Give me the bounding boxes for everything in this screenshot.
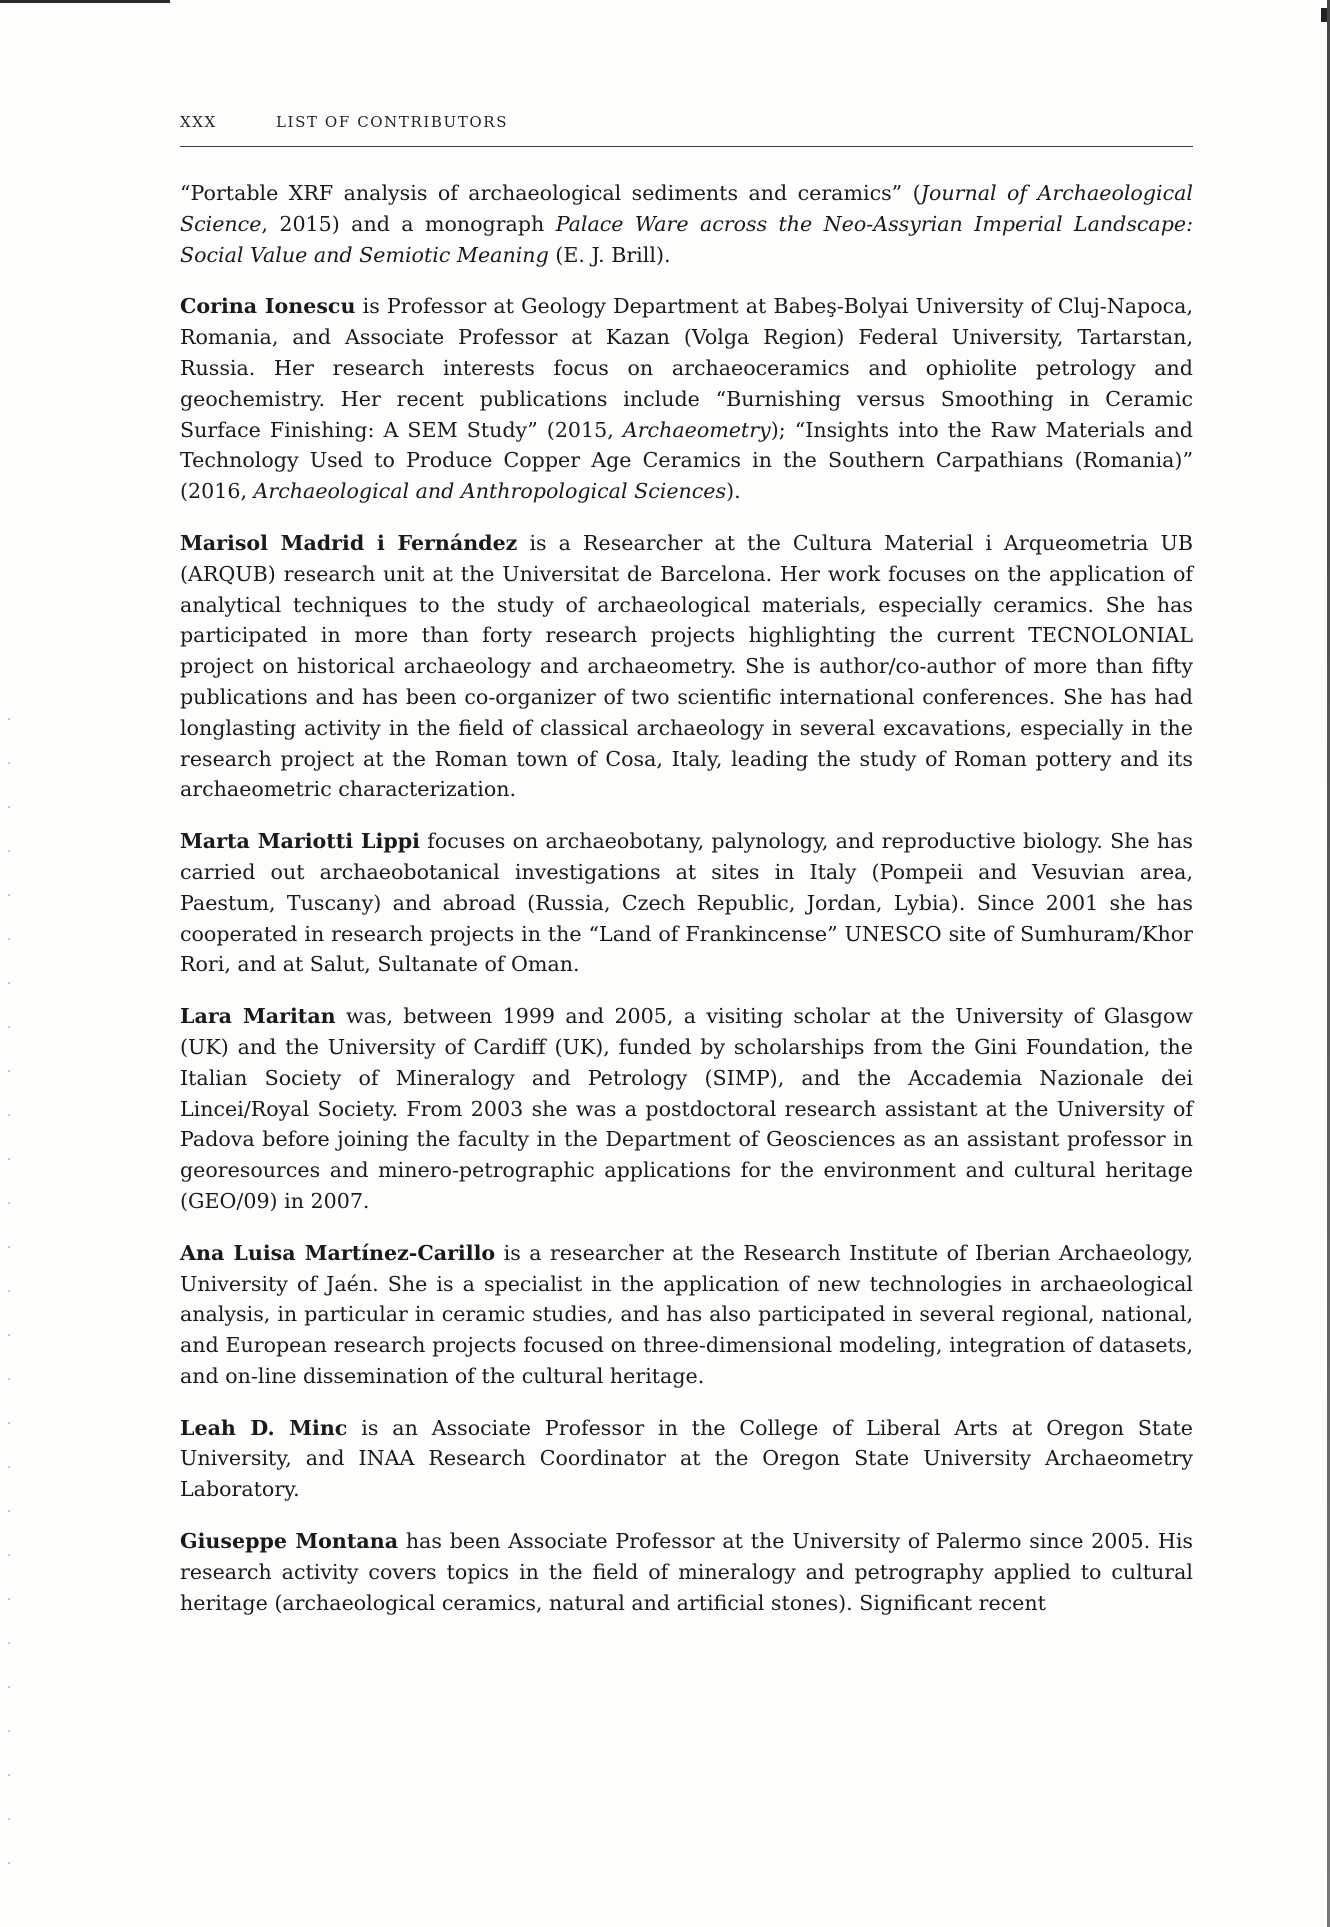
contributor-name: Ana Luisa Martínez-Carillo: [180, 1240, 496, 1265]
contributor-entry: [180, 1526, 1193, 1618]
italic-title: Journal of Archaeological Science: [180, 181, 1194, 236]
bio-text: is a researcher at the Research Institute of Iberian Archaeology, University of Jaén. She is a specialist in the application of new technologies in archaeological analysis, in particular in ceramic studies, and has also participated in several regional, national, and European research projects focused on three-dimensional modeling, integration of datasets, and on-line dissemination of the cultural heritage.: [180, 1240, 1193, 1388]
italic-title: Archaeological and Anthropological Sciences: [253, 479, 727, 504]
header-rule: [180, 146, 1193, 147]
bio-text: ).: [726, 479, 741, 504]
contributor-entry: [180, 291, 1193, 507]
contributor-list: [180, 178, 1193, 1639]
bio-text: was, between 1999 and 2005, a visiting scholar at the University of Glasgow (UK) and the University of Cardiff (UK), funded by scholarships from the Gini Foundation, the Italian Society of Mineralogy and Petrology (SIMP), and the Accademia Nazionale dei Lincei/Royal Society. From 2003 she was a postdoctoral research assistant at the University of Padova before joining the faculty in the Department of Geosciences as an assistant professor in georesources and minero-petrographic applications for the environment and cultural heritage (GEO/09) in 2007.: [180, 1004, 1193, 1213]
contributor-entry: [180, 1001, 1193, 1217]
scan-left-speckle: [8, 700, 10, 1900]
contributor-name: Marisol Madrid i Fernández: [180, 530, 518, 555]
bio-text: “Portable XRF analysis of archaeological sediments and ceramics” (: [180, 181, 921, 205]
bio-text: is an Associate Professor in the College of Liberal Arts at Oregon State University, and INAA Research Coordinator at the Oregon State University Archaeometry Laboratory.: [180, 1415, 1193, 1502]
page-number: XXX: [180, 113, 217, 131]
contributor-entry: [180, 178, 1193, 270]
contributor-entry: [180, 826, 1193, 980]
contributor-entry: [180, 1238, 1193, 1392]
contributor-name: Leah D. Minc: [180, 1415, 348, 1440]
contributor-name: Marta Mariotti Lippi: [180, 829, 420, 854]
scan-corner-mark: [0, 0, 170, 3]
bio-text: has been Associate Professor at the University of Palermo since 2005. His research activity covers topics in the field of mineralogy and petrography applied to cultural heritage (archaeological ceramics, natural and artificial stones). Significant recent: [180, 1529, 1193, 1615]
bio-text: ); “Insights into the Raw Materials and Technology Used to Produce Copper Age Ceramics in the Southern Carpathians (Romania)” (2016,: [180, 417, 1193, 504]
bio-text: is a Researcher at the Cultura Material i Arqueometria UB (ARQUB) research unit at the Universitat de Barcelona. Her work focuses on the application of analytical techniques to the study of archaeological materials, especially ceramics. She has participated in more than forty research projects highlighting the current TECNOLONIAL project on historical archaeology and archaeometry. She is author/co-author of more than fifty publications and has been co-organizer of two scientific international conferences. She has had longlasting activity in the field of classical archaeology in several excavations, especially in the research project at the Roman town of Cosa, Italy, leading the study of Roman pottery and its archaeometric characterization.: [180, 530, 1193, 802]
scan-edge-tick: [1321, 8, 1327, 22]
bio-text: focuses on archaeobotany, palynology, and reproductive biology. She has carried out archaeobotanical investigations at sites in Italy (Pompeii and Vesuvian area, Paestum, Tuscany) and abroad (Russia, Czech Republic, Jordan, Lybia). Since 2001 she has cooperated in research projects in the “Land of Frankincense” UNESCO site of Sumhuram/Khor Rori, and at Salut, Sultanate of Oman.: [180, 829, 1194, 977]
section-title: LIST OF CONTRIBUTORS: [276, 113, 509, 131]
bio-text: (E. J. Brill).: [548, 242, 671, 267]
contributor-name: Giuseppe Montana: [180, 1529, 399, 1554]
italic-title: Archaeometry: [622, 417, 771, 442]
contributor-name: Lara Maritan: [180, 1004, 336, 1029]
running-head: [180, 113, 1193, 143]
bio-text: is Professor at Geology Department at Babeş-Bolyai University of Cluj-Napoca, Romania, and Associate Professor at Kazan (Volga Region) Federal University, Tartarstan, Russia. Her research interests focus on archaeoceramics and ophiolite petrology and geochemistry. Her recent publications include “Burnishing versus Smoothing in Ceramic Surface Finishing: A SEM Study” (2015,: [180, 294, 1193, 442]
contributor-entry: [180, 1413, 1193, 1505]
contributor-name: Corina Ionescu: [180, 294, 356, 319]
contributor-entry: [180, 528, 1193, 805]
bio-text: , 2015) and a monograph: [261, 211, 556, 236]
italic-title: Palace Ware across the Neo-Assyrian Imperial Landscape: Social Value and Semiotic Meaning: [180, 211, 1194, 267]
